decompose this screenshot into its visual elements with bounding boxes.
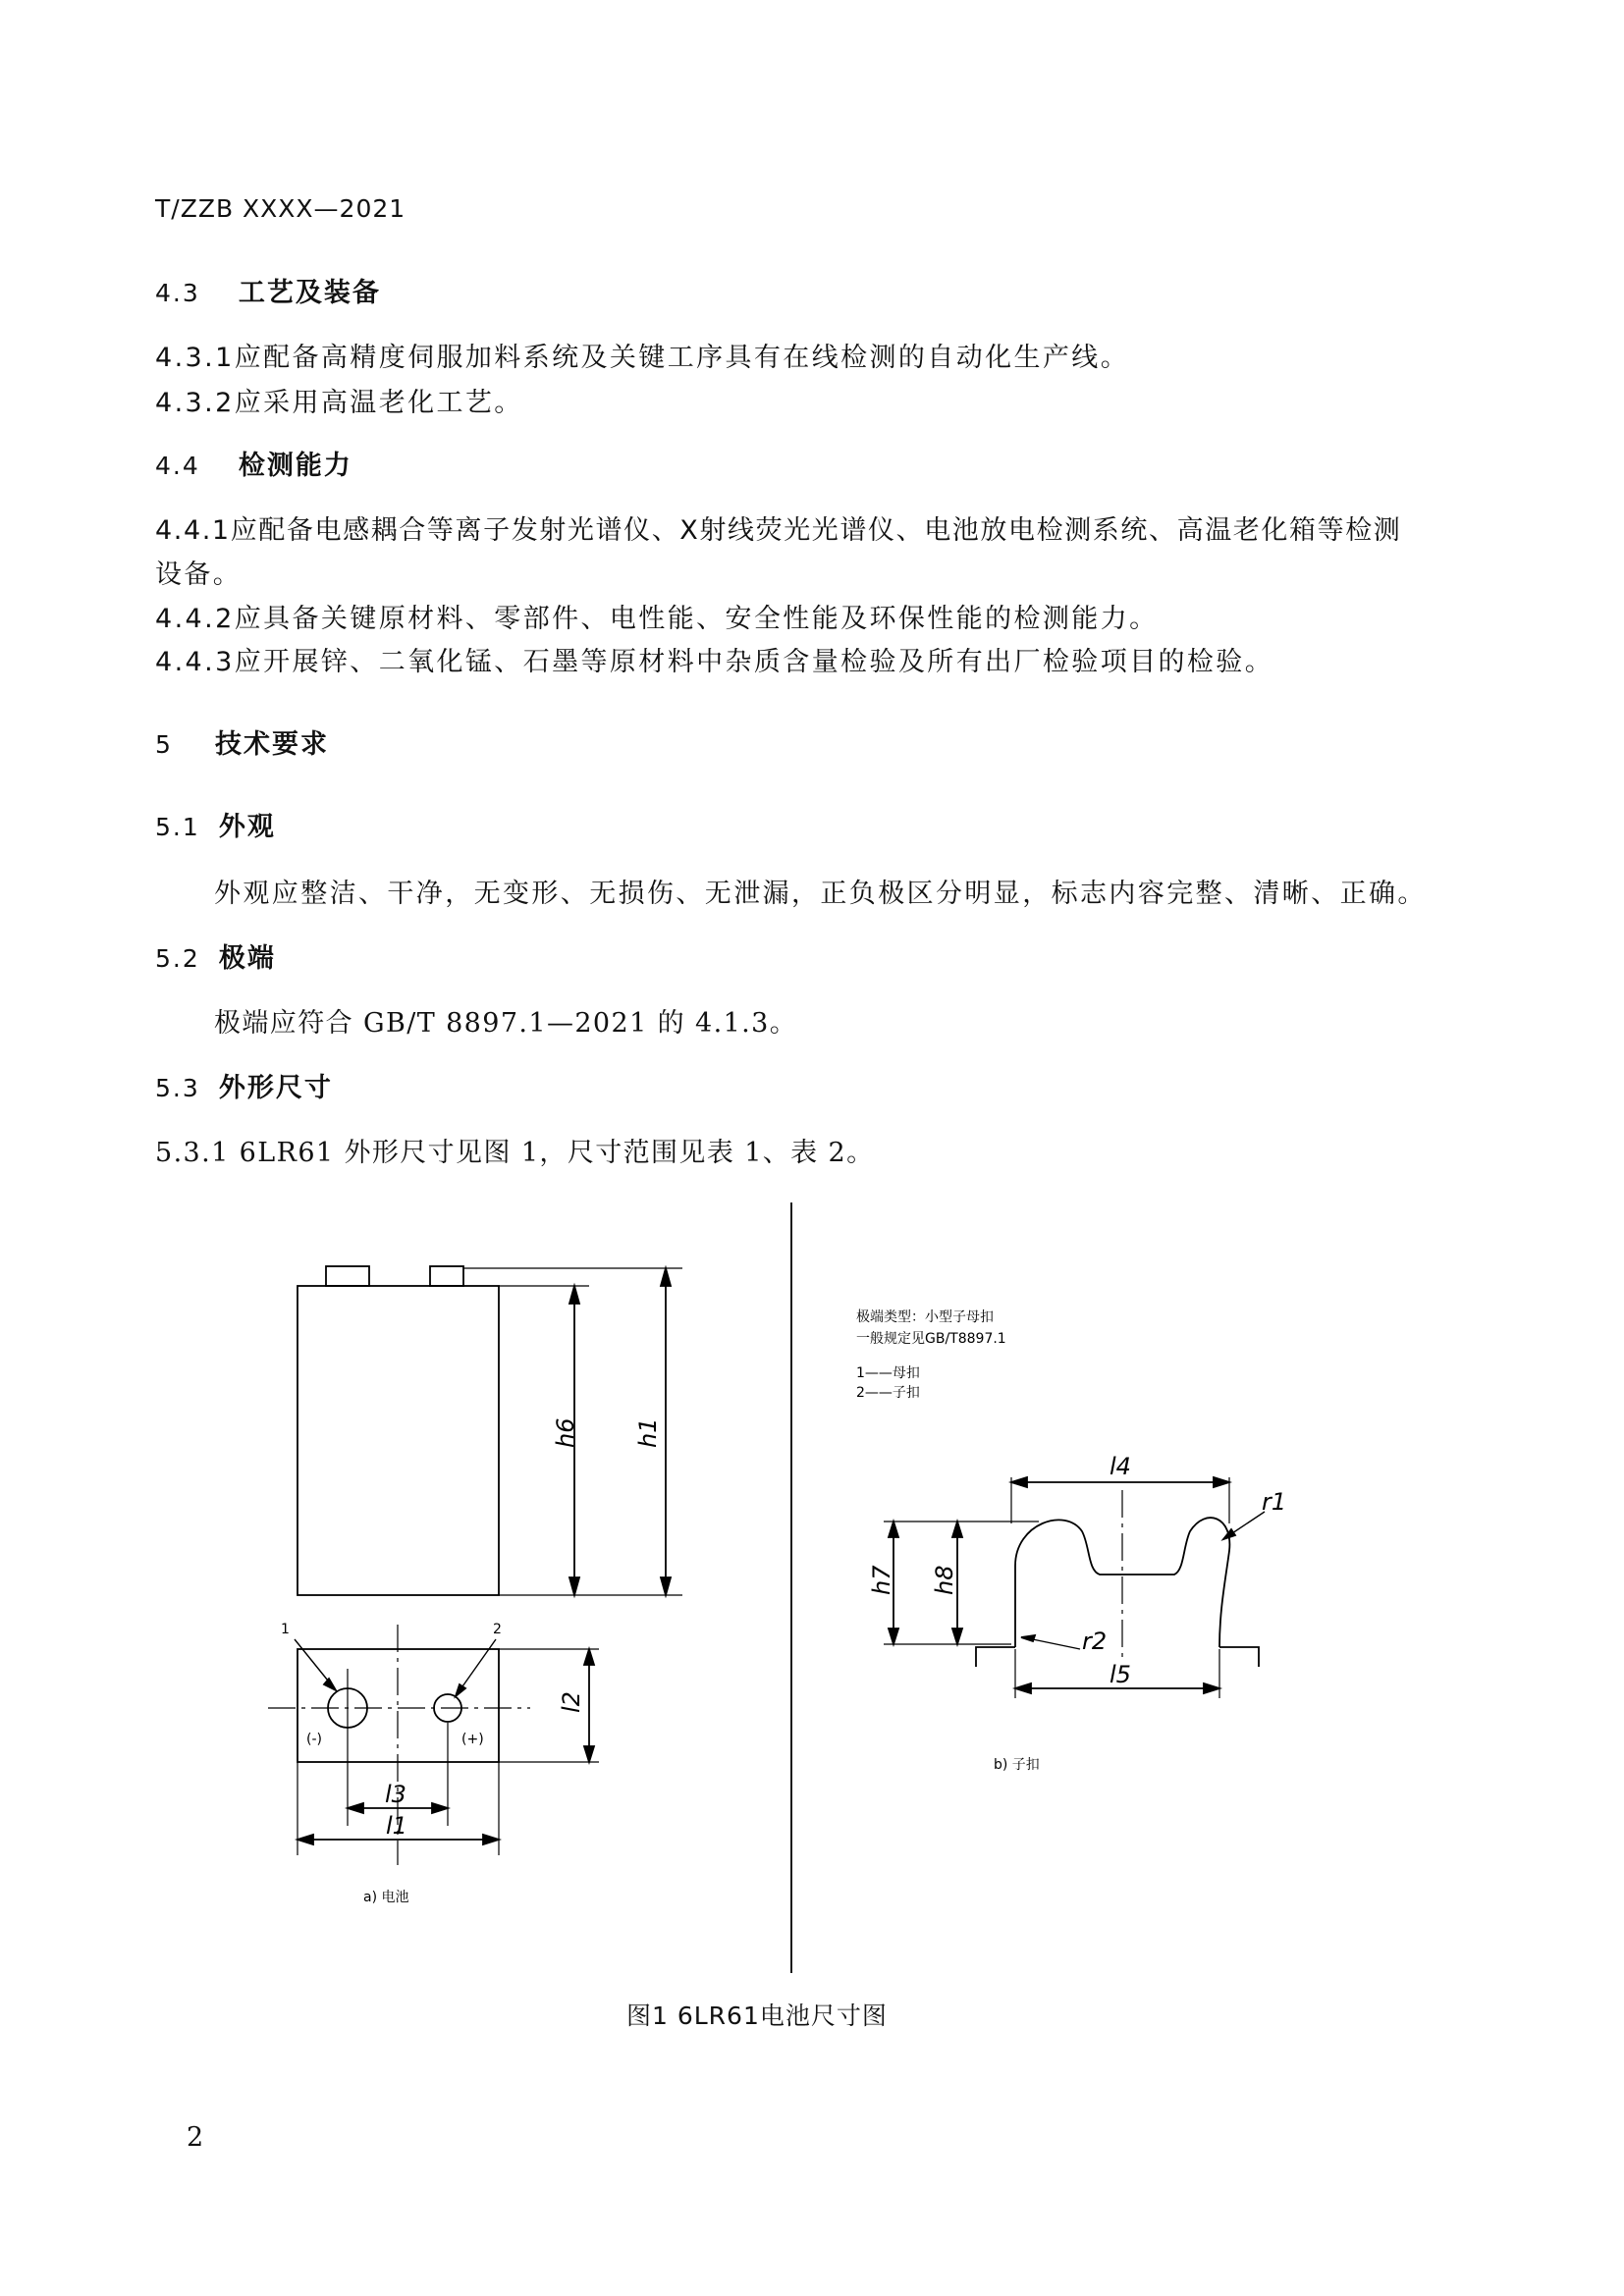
section-title: 技术要求 — [215, 729, 329, 760]
section-number: 4.4 — [155, 452, 200, 480]
label-l1: l1 — [386, 1812, 407, 1840]
clause-4-4-1-line2: 设备。 — [155, 560, 243, 590]
battery-terminal-positive — [430, 1266, 463, 1286]
clause-5-3-1: 5.3.1 6LR61 外形尺寸见图 1，尺寸范围见表 1、表 2。 — [155, 1138, 875, 1168]
section-title: 外观 — [218, 812, 276, 842]
section-5-1-body: 外观应整洁、干净，无变形、无损伤、无泄漏，正负极区分明显，标志内容完整、清晰、正确。 — [214, 879, 1427, 909]
section-number: 5.1 — [155, 813, 200, 841]
section-number: 5 — [155, 730, 173, 759]
label-r1: r1 — [1262, 1488, 1287, 1516]
label-l4: l4 — [1110, 1453, 1131, 1480]
caption-snap: b) 子扣 — [994, 1757, 1040, 1773]
label-h1: h1 — [634, 1417, 662, 1448]
label-negative: (-) — [306, 1732, 322, 1747]
battery-body-outline — [298, 1286, 499, 1595]
marker-2: 2 — [493, 1622, 502, 1637]
section-5-2-body: 极端应符合 GB/T 8897.1—2021 的 4.1.3。 — [214, 1008, 798, 1039]
legend-female-snap: 1——母扣 — [856, 1365, 920, 1381]
label-l5: l5 — [1110, 1661, 1131, 1688]
section-number: 5.2 — [155, 944, 200, 973]
section-title: 检测能力 — [238, 451, 352, 481]
clause-4-3-1: 4.3.1应配备高精度伺服加料系统及关键工序具有在线检测的自动化生产线。 — [155, 343, 1130, 373]
note-terminal-type: 极端类型：小型子母扣 — [856, 1309, 994, 1325]
label-l2: l2 — [558, 1691, 585, 1713]
figure-caption: 图1 6LR61电池尺寸图 — [626, 2002, 888, 2030]
section-title: 工艺及装备 — [238, 278, 381, 308]
clause-4-4-2: 4.4.2应具备关键原材料、零部件、电性能、安全性能及环保性能的检测能力。 — [155, 604, 1159, 634]
label-h7: h7 — [868, 1565, 895, 1595]
section-number: 4.3 — [155, 279, 200, 307]
marker-1: 1 — [281, 1622, 290, 1637]
label-positive: (+) — [461, 1732, 484, 1747]
label-r2: r2 — [1082, 1628, 1108, 1655]
battery-terminal-negative — [326, 1266, 369, 1286]
section-title: 极端 — [218, 943, 276, 974]
clause-4-4-1-line1: 4.4.1应配备电感耦合等离子发射光谱仪、X射线荧光光谱仪、电池放电检测系统、高温老化箱等检测 — [155, 515, 1402, 546]
note-general-spec: 一般规定见GB/T8897.1 — [856, 1331, 1006, 1347]
caption-battery: a) 电池 — [363, 1890, 409, 1905]
standard-number: T/ZZB XXXX—2021 — [155, 194, 406, 223]
label-h6: h6 — [552, 1417, 579, 1448]
legend-male-snap: 2——子扣 — [856, 1385, 920, 1401]
section-number: 5.3 — [155, 1074, 200, 1102]
label-l3: l3 — [385, 1781, 406, 1808]
page-number: 2 — [187, 2122, 204, 2153]
clause-4-4-3: 4.4.3应开展锌、二氧化锰、石墨等原材料中杂质含量检验及所有出厂检验项目的检验。 — [155, 647, 1274, 677]
label-h8: h8 — [931, 1565, 958, 1595]
section-title: 外形尺寸 — [218, 1073, 333, 1103]
clause-4-3-2: 4.3.2应采用高温老化工艺。 — [155, 388, 523, 418]
